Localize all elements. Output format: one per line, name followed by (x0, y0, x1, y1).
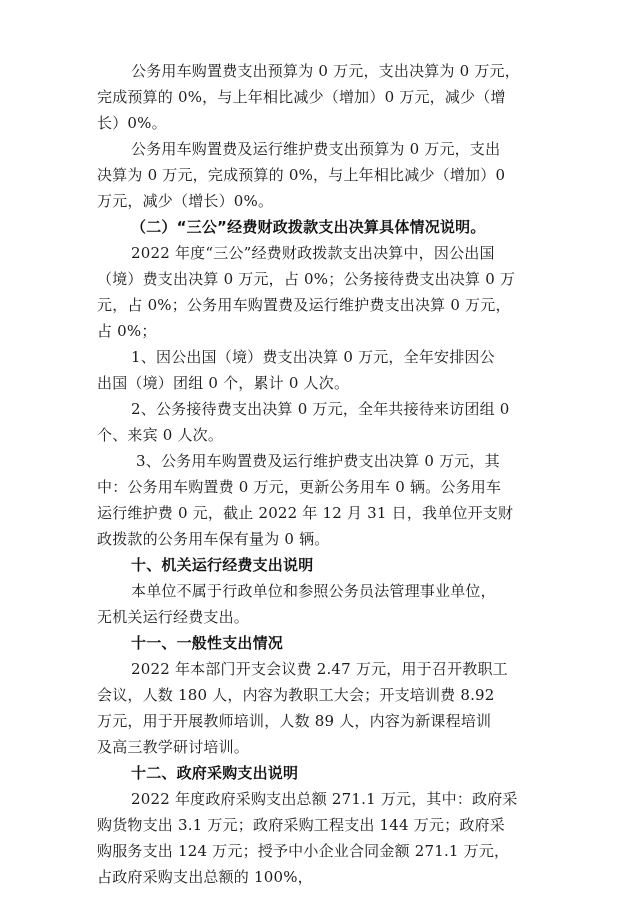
paragraph-line: 决算为 0 万元，完成预算的 0%，与上年相比减少（增加）0 (97, 166, 506, 184)
section-heading: 十一、一般性支出情况 (131, 634, 284, 652)
paragraph-line: 2、公务接待费支出决算 0 万元，全年共接待来访团组 0 (131, 400, 510, 418)
paragraph-line: 会议，人数 180 人，内容为教职工大会；开支培训费 8.92 (97, 686, 495, 704)
paragraph-line: 中：公务用车购置费 0 万元，更新公务用车 0 辆。公务用车 (97, 478, 502, 496)
paragraph-line: 政拨款的公务用车保有量为 0 辆。 (97, 530, 330, 548)
paragraph-line: 占政府采购支出总额的 100%， (97, 868, 313, 886)
paragraph-line: 万元，用于开展教师培训，人数 89 人，内容为新课程培训 (97, 712, 492, 730)
paragraph-line: 公务用车购置费支出预算为 0 万元，支出决算为 0 万元， (131, 62, 520, 80)
paragraph-line: 出国（境）团组 0 个，累计 0 人次。 (97, 374, 350, 392)
section-heading: 十二、政府采购支出说明 (131, 764, 299, 782)
paragraph-line: 长）0%。 (97, 114, 167, 132)
paragraph-line: 运行维护费 0 元，截止 2022 年 12 月 31 日，我单位开支财 (97, 504, 514, 522)
paragraph-line: （境）费支出决算 0 万元，占 0%；公务接待费支出决算 0 万 (97, 270, 516, 288)
paragraph-line: 占 0%； (97, 322, 157, 340)
paragraph-line: 本单位不属于行政单位和参照公务员法管理事业单位， (131, 582, 496, 600)
paragraph-line: 万元，减少（增长）0%。 (97, 192, 274, 210)
paragraph-line: 2022 年度“三公”经费财政拨款支出决算中，因公出国 (131, 244, 495, 262)
paragraph-line: 无机关运行经费支出。 (97, 608, 250, 626)
paragraph-line: 购服务支出 124 万元；授予中小企业合同金额 271.1 万元， (97, 842, 510, 860)
paragraph-line: 购货物支出 3.1 万元；政府采购工程支出 144 万元；政府采 (97, 816, 505, 834)
paragraph-line: 公务用车购置费及运行维护费支出预算为 0 万元，支出 (131, 140, 501, 158)
paragraph-line: 及高三教学研讨培训。 (97, 738, 250, 756)
section-heading: （二）“三公”经费财政拨款支出决算具体情况说明。 (131, 218, 486, 236)
section-heading: 十、机关运行经费支出说明 (131, 556, 314, 574)
paragraph-line: 1、因公出国（境）费支出决算 0 万元，全年安排因公 (131, 348, 495, 366)
paragraph-line: 2022 年本部门开支会议费 2.47 万元，用于召开教职工 (131, 660, 508, 678)
paragraph-line: 元，占 0%；公务用车购置费及运行维护费支出决算 0 万元， (97, 296, 511, 314)
paragraph-line: 完成预算的 0%，与上年相比减少（增加）0 万元，减少（增 (97, 88, 506, 106)
paragraph-line: 个、来宾 0 人次。 (97, 426, 224, 444)
paragraph-line: 2022 年度政府采购支出总额 271.1 万元，其中：政府采 (131, 790, 518, 808)
paragraph-line: 3、公务用车购置费及运行维护费支出决算 0 万元，其 (136, 452, 500, 470)
